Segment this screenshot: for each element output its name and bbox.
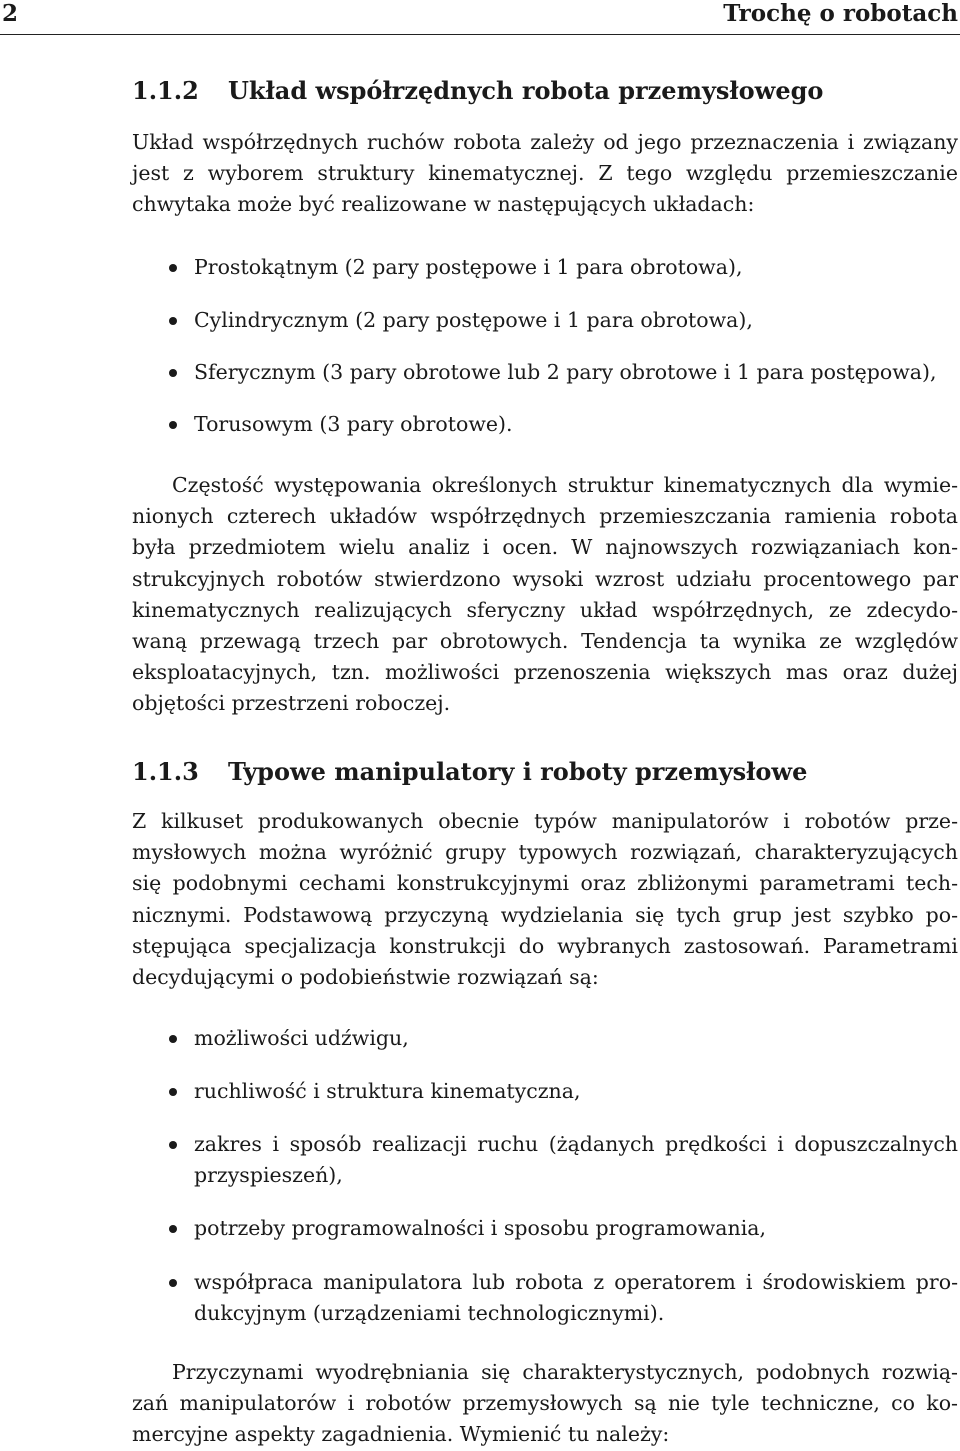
list-item-text: możliwości udźwigu, xyxy=(194,1026,409,1050)
text-line: mysłowych można wyróżnić grupy typowych rozwiązań, charakteryzujących xyxy=(132,840,958,865)
list-item-text: współpraca manipulatora lub robota z operatorem i środowiskiem pro- xyxy=(194,1270,958,1294)
text-line: waną przewagą trzech par obrotowych. Tendencja ta wynika ze względów xyxy=(132,629,958,654)
bullet-icon xyxy=(169,317,177,325)
section-heading-1-1-3 xyxy=(132,757,807,786)
text-line: mercyjne aspekty zagadnienia. Wymienić tu należy: xyxy=(132,1422,670,1447)
bullet-icon xyxy=(169,369,177,377)
list-item-text: potrzeby programowalności i sposobu programowania, xyxy=(194,1216,767,1240)
list-item xyxy=(132,357,958,388)
text-line: nicznymi. Podstawową przyczyną wydzielania się tych grup jest szybko po- xyxy=(132,902,958,927)
bullet-icon xyxy=(169,264,177,272)
text-line: objętości przestrzeni roboczej. xyxy=(132,691,451,716)
section-1-body-paragraph xyxy=(132,470,958,720)
text-line: decydującymi o podobieństwie rozwiązań są: xyxy=(132,965,599,990)
list-item-text: Sferycznym (3 pary obrotowe lub 2 pary obrotowe i 1 para postępowa), xyxy=(194,360,937,384)
header-rule xyxy=(0,34,960,35)
list-item-text: ruchliwość i struktura kinematyczna, xyxy=(194,1079,581,1103)
bullet-icon xyxy=(169,1279,177,1287)
text-line: Przyczynami wyodrębniania się charakterystycznych, podobnych rozwią- xyxy=(172,1360,958,1384)
running-header xyxy=(0,0,960,32)
text-line: stępująca specjalizacja konstrukcji do wybranych zastosowań. Parametrami xyxy=(132,933,958,958)
list-item xyxy=(132,409,958,440)
text-line: eksploatacyjnych, tzn. możliwości przenoszenia większych mas oraz dużej xyxy=(132,660,958,685)
list-item-text: Prostokątnym (2 pary postępowe i 1 para obrotowa), xyxy=(194,255,743,279)
bullet-icon xyxy=(169,1225,177,1233)
section-2-intro-paragraph xyxy=(132,806,958,993)
bullet-icon xyxy=(169,1035,177,1043)
section-heading-1-1-2 xyxy=(132,76,823,105)
list-item-text: Torusowym (3 pary obrotowe). xyxy=(194,412,513,436)
list-item-text: przyspieszeń), xyxy=(194,1163,343,1188)
list-item xyxy=(132,1129,958,1191)
section-2-closing-paragraph xyxy=(132,1357,958,1451)
page-number: 2 xyxy=(2,0,19,27)
text-line: zań manipulatorów i robotów przemysłowych są nie tyle techniczne, co ko- xyxy=(132,1391,958,1416)
list-item-text: Cylindrycznym (2 pary postępowe i 1 para obrotowa), xyxy=(194,308,753,332)
list-item xyxy=(132,1213,958,1244)
list-item-text: zakres i sposób realizacji ruchu (żądanych prędkości i dopuszczalnych xyxy=(194,1132,958,1156)
chapter-title: Trochę o robotach xyxy=(723,0,958,27)
list-item xyxy=(132,305,958,336)
text-line: nionych czterech układów współrzędnych przemieszczania ramienia robota xyxy=(132,504,958,529)
section-title: Typowe manipulatory i roboty przemysłowe xyxy=(228,757,808,786)
section-title: Układ współrzędnych robota przemysłowego xyxy=(228,76,824,105)
text-line: Układ współrzędnych ruchów robota zależy od jego przeznaczenia i związany xyxy=(132,130,958,154)
list-item xyxy=(132,1076,958,1107)
list-item xyxy=(132,1023,958,1054)
text-line: się podobnymi cechami konstrukcyjnymi oraz zbliżonymi parametrami tech- xyxy=(132,871,958,896)
section-1-intro-paragraph xyxy=(132,127,958,221)
section-number: 1.1.3 xyxy=(132,757,199,786)
list-item xyxy=(132,252,958,283)
bullet-icon xyxy=(169,1088,177,1096)
text-line: Z kilkuset produkowanych obecnie typów manipulatorów i robotów prze- xyxy=(132,809,958,833)
text-line: jest z wyborem struktury kinematycznej. Z tego względu przemieszczanie xyxy=(132,161,958,186)
text-line: Częstość występowania określonych struktur kinematycznych dla wymie- xyxy=(172,473,958,497)
text-line: chwytaka może być realizowane w następujących układach: xyxy=(132,192,755,217)
section-number: 1.1.2 xyxy=(132,76,199,105)
text-line: była przedmiotem wielu analiz i ocen. W najnowszych rozwiązaniach kon- xyxy=(132,535,958,560)
bullet-icon xyxy=(169,421,177,429)
list-item xyxy=(132,1267,958,1329)
bullet-icon xyxy=(169,1141,177,1149)
text-line: kinematycznych realizujących sferyczny układ współrzędnych, ze zdecydo- xyxy=(132,597,958,622)
text-line: strukcyjnych robotów stwierdzono wysoki wzrost udziału procentowego par xyxy=(132,566,958,591)
list-item-text: dukcyjnym (urządzeniami technologicznymi). xyxy=(194,1301,665,1326)
